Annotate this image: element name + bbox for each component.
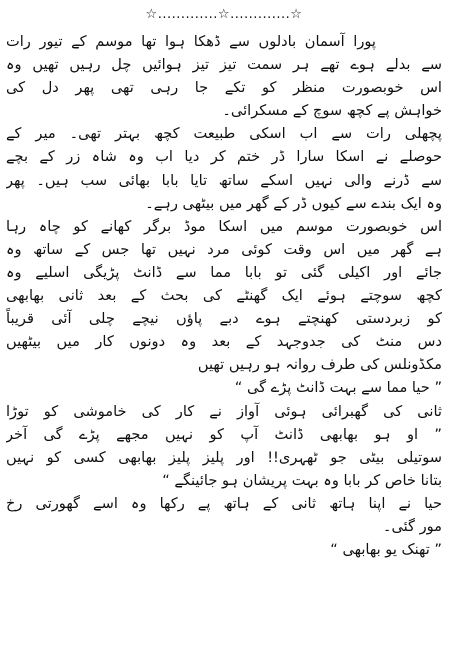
text-line: بتانا خاص کر بابا وہ بہت پریشان ہو جائینگے “ <box>162 471 442 489</box>
text-line: اس خوبصورت موسم میں اسکا موڈ برگر کھانے کو چاہ رہا <box>6 217 442 235</box>
story-text <box>6 30 442 561</box>
text-line: ثانی کی گھبرائی ہوئی آواز نے کار کی خاموشی کو توڑا <box>6 402 442 420</box>
text-line: پورا آسمان بادلوں سے ڈھکا ہوا تھا موسم کے تیور رات <box>6 33 376 50</box>
text-line: خواہش پے کچھ سوچ کے مسکرائی۔ <box>222 102 442 120</box>
text-line: حوصلے نے اسکا سارا ڈر ختم کر دیا اب وہ شاہ زر کے بچے <box>6 148 442 166</box>
text-line: مور گئی۔ <box>382 517 442 535</box>
text-line: ہے گھر میں اس وقت کوئی مرد نہیں تھا جس کے ساتھ وہ <box>6 240 442 258</box>
text-line: پچھلی رات سے اب اسکی طبیعت کچھ بہتر تھی۔ میر کے <box>6 125 442 143</box>
text-line: سے ڈرنے والی نہیں اسکے ساتھ تایا بابا بھائی سب ہیں۔ پھر <box>6 171 442 189</box>
text-line: دس منٹ کی جدوجہد کے بعد وہ دونوں کار میں بیٹھیں <box>6 333 442 351</box>
text-line: کو زبردستی کھنچتے ہوے دبے پاؤں نیچے چلی آئی قریباً <box>6 310 442 328</box>
text-line: مکڈونلس کی طرف روانہ ہو رہیں تھیں <box>197 356 442 374</box>
text-line: ” تھنک یو بھابھی “ <box>330 541 442 559</box>
text-line: سوتیلی بیٹی جو ٹھہری!! اور پلیز پلیز بھابھی کسی کو نہیں <box>6 448 442 466</box>
text-line: ” او ہو بھابھی ڈانٹ آپ کو نہیں مجھے پڑے گی آخر <box>6 425 442 443</box>
text-line: اس خوبصورت منظر کو تکے جا رہی تھی پھر دل کی <box>6 79 442 97</box>
text-line: جائے اور اکیلی گئی تو بابا مما سے ڈانٹ پڑیگی اسلیے وہ <box>6 263 442 281</box>
text-line: کچھ سوچتے ہوئے ایک گھنٹے کی بحث کے بعد ثانی بھابھی <box>6 287 442 305</box>
text-line: وہ ایک بندے سے کیوں ڈر کے گھر میں بیٹھی رہے۔ <box>145 194 442 212</box>
text-line: سے بدلے ہوے تھے ہر سمت تیز تیز ہوائیں چل رہیں تھیں وہ <box>6 56 442 74</box>
text-line: ” حیا مما سے بہت ڈانٹ پڑے گی “ <box>234 379 442 397</box>
text-line: حیا نے اپنا ہاتھ ثانی کے ہاتھ پے رکھا وہ اسے گھورتی رخ <box>6 494 442 512</box>
section-divider: ☆.............☆.............☆ <box>145 7 303 22</box>
